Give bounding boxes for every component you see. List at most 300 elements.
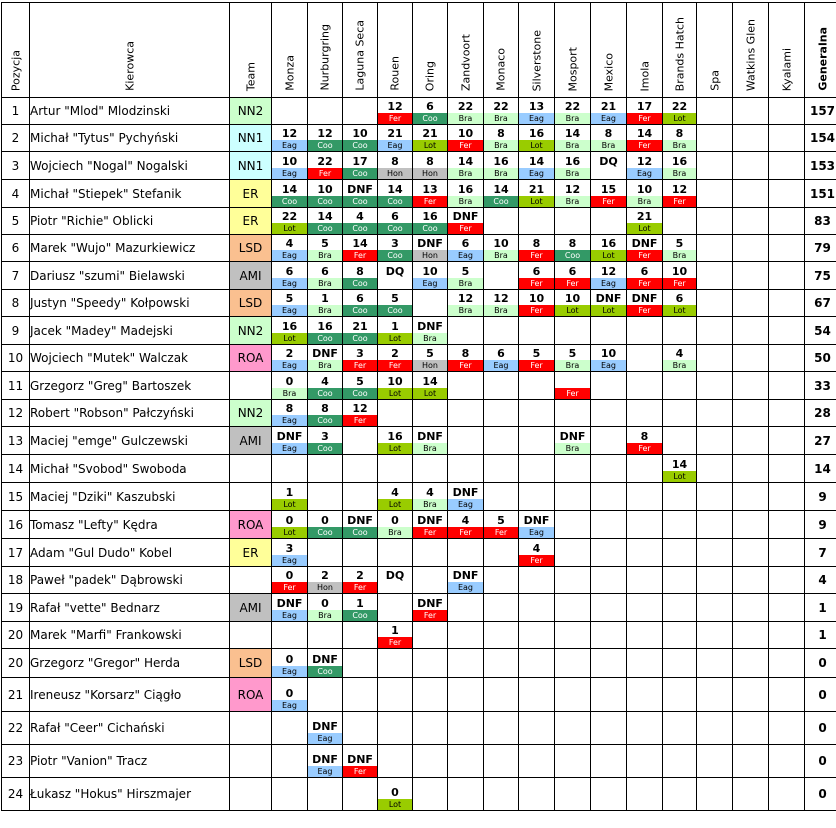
race-result-cell <box>663 539 697 567</box>
car-label: Lot <box>413 140 447 151</box>
car-label: Lot <box>663 305 696 316</box>
race-points: 4 <box>285 237 294 250</box>
race-points: 14 <box>636 127 653 140</box>
car-label: Fer <box>378 360 412 371</box>
race-result-cell <box>272 539 308 567</box>
race-points: 6 <box>426 100 434 113</box>
car-label: Bra <box>663 140 696 151</box>
race-result-cell <box>519 317 555 345</box>
race-result-cell <box>308 678 343 712</box>
car-label: Fer <box>413 527 447 538</box>
race-result-cell <box>448 152 484 180</box>
race-result-cell <box>308 567 343 594</box>
race-points: 22 <box>281 210 298 223</box>
race-result-cell <box>484 567 519 594</box>
driver-name: Marek "Marfi" Frankowski <box>30 622 230 649</box>
car-label: Fer <box>413 610 447 621</box>
total-points: 79 <box>805 235 836 262</box>
race-result-cell <box>272 345 308 372</box>
race-result-cell <box>769 345 805 372</box>
driver-name: Artur "Mlod" Mlodzinski <box>30 98 230 125</box>
race-points: DNF <box>631 237 658 250</box>
race-result-cell <box>591 622 627 649</box>
race-result <box>308 265 342 289</box>
driver-name: Paweł "padek" Dąbrowski <box>30 567 230 594</box>
race-result <box>413 375 447 399</box>
race-result-cell <box>769 649 805 678</box>
race-result-cell <box>627 345 663 372</box>
race-points: 12 <box>636 155 653 168</box>
race-result-cell <box>378 208 413 235</box>
race-result <box>663 100 696 124</box>
driver-name: Ireneusz "Korsarz" Ciągło <box>30 678 230 712</box>
race-result <box>272 375 307 399</box>
race-result <box>308 653 342 677</box>
race-result-cell <box>663 678 697 712</box>
race-result-cell <box>697 567 733 594</box>
race-result-cell <box>343 455 378 483</box>
race-result-cell <box>697 235 733 262</box>
race-points: 16 <box>528 127 545 140</box>
standings-table <box>1 2 836 811</box>
race-result <box>343 347 377 371</box>
car-label: Lot <box>519 196 554 207</box>
race-points: 12 <box>317 127 333 140</box>
race-result-cell <box>663 649 697 678</box>
car-label: Bra <box>663 250 696 261</box>
race-result-cell <box>591 208 627 235</box>
race-points: 10 <box>281 155 298 168</box>
race-result-cell <box>769 427 805 455</box>
race-result-cell <box>308 455 343 483</box>
race-result-cell <box>413 180 448 208</box>
car-label: Coo <box>343 168 377 179</box>
race-result <box>343 292 377 316</box>
race-result-cell <box>663 483 697 511</box>
race-points: DNF <box>417 430 443 443</box>
car-label: Fer <box>555 278 590 289</box>
car-label: Fer <box>627 305 662 316</box>
race-result-cell <box>663 567 697 594</box>
race-result-cell <box>308 372 343 400</box>
race-result-cell <box>733 290 769 317</box>
race-result-cell <box>733 345 769 372</box>
race-result <box>663 292 696 316</box>
car-label: Eag <box>272 305 307 316</box>
race-points: 12 <box>352 402 368 415</box>
table-row <box>2 400 836 427</box>
race-result-cell <box>413 594 448 622</box>
race-result-cell <box>308 745 343 778</box>
race-result-cell <box>413 678 448 712</box>
table-row <box>2 778 836 811</box>
car-label: Coo <box>343 333 377 344</box>
race-result-cell <box>343 778 378 811</box>
position-cell: 23 <box>2 745 30 778</box>
car-label: Bra <box>308 610 342 621</box>
race-result <box>555 155 590 179</box>
race-result-cell <box>591 745 627 778</box>
race-result <box>272 514 307 538</box>
race-result-cell <box>519 152 555 180</box>
car-label: Coo <box>272 196 307 207</box>
race-result-cell <box>663 511 697 539</box>
header-position: Pozycja <box>2 3 30 98</box>
race-points: 6 <box>391 210 399 223</box>
table-row <box>2 345 836 372</box>
team-badge: NN2 <box>230 317 272 345</box>
race-result-cell <box>484 455 519 483</box>
race-result-cell <box>343 180 378 208</box>
race-points: DQ <box>385 569 405 582</box>
car-label: Eag <box>308 733 342 744</box>
race-result-cell <box>308 778 343 811</box>
team-badge <box>230 712 272 745</box>
table-row <box>2 290 836 317</box>
race-result-cell <box>519 455 555 483</box>
race-result-cell <box>627 235 663 262</box>
car-label: Fer <box>272 582 307 593</box>
team-badge <box>230 567 272 594</box>
team-badge: AMI <box>230 427 272 455</box>
car-label: Bra <box>308 305 342 316</box>
race-result-cell <box>413 235 448 262</box>
race-result-cell <box>378 483 413 511</box>
total-points: 0 <box>805 712 836 745</box>
race-result-cell <box>272 98 308 125</box>
race-result-cell <box>769 317 805 345</box>
race-result-cell <box>555 745 591 778</box>
race-points: 12 <box>387 100 403 113</box>
race-result-cell <box>519 262 555 290</box>
race-result-cell <box>308 483 343 511</box>
race-result-cell <box>591 125 627 152</box>
race-result <box>343 569 377 593</box>
race-result-cell <box>733 511 769 539</box>
race-result-cell <box>484 317 519 345</box>
table-row <box>2 152 836 180</box>
total-points: 27 <box>805 427 836 455</box>
race-points: 4 <box>391 486 399 499</box>
race-points: 14 <box>352 237 368 250</box>
car-label: Lot <box>663 113 696 124</box>
race-result-cell <box>733 483 769 511</box>
race-result-cell <box>272 778 308 811</box>
race-result-cell <box>627 622 663 649</box>
total-points: 157 <box>805 98 836 125</box>
race-result-cell <box>378 455 413 483</box>
race-result-cell <box>484 400 519 427</box>
race-result <box>343 210 377 234</box>
car-label: Fer <box>627 250 662 261</box>
car-label: Coo <box>378 196 412 207</box>
race-points: 12 <box>600 265 617 278</box>
race-result-cell <box>378 262 413 290</box>
race-result-cell <box>733 317 769 345</box>
table-row <box>2 745 836 778</box>
race-result <box>413 183 447 207</box>
car-label: Eag <box>272 168 307 179</box>
race-result-cell <box>519 511 555 539</box>
total-points: 151 <box>805 180 836 208</box>
race-points: 10 <box>352 127 368 140</box>
driver-name: Maciej "Dziki" Kaszubski <box>30 483 230 511</box>
race-result-cell <box>519 98 555 125</box>
race-points: 5 <box>285 292 294 305</box>
race-result <box>343 265 377 289</box>
driver-name: Wojciech "Mutek" Walczak <box>30 345 230 372</box>
car-label: Lot <box>378 499 412 510</box>
race-result-cell <box>378 317 413 345</box>
position-cell: 19 <box>2 594 30 622</box>
car-label: Fer <box>308 168 342 179</box>
race-result <box>413 127 447 151</box>
race-points: 3 <box>321 430 329 443</box>
race-result <box>484 155 518 179</box>
car-label: Bra <box>448 278 483 289</box>
race-result-cell <box>343 745 378 778</box>
race-result <box>591 292 626 316</box>
car-label: Fer <box>519 305 554 316</box>
race-result-cell <box>378 567 413 594</box>
race-result-cell <box>697 372 733 400</box>
race-result <box>378 210 412 234</box>
race-result-cell <box>378 427 413 455</box>
race-result-cell <box>413 98 448 125</box>
car-label: Eag <box>484 360 518 371</box>
race-result-cell <box>733 400 769 427</box>
table-row <box>2 567 836 594</box>
race-result-cell <box>519 649 555 678</box>
car-label: Coo <box>343 278 377 289</box>
race-result-cell <box>343 262 378 290</box>
race-result <box>413 265 447 289</box>
car-label: Coo <box>308 223 342 234</box>
race-result <box>343 127 377 151</box>
driver-name: Maciej "emge" Gulczewski <box>30 427 230 455</box>
total-points: 0 <box>805 745 836 778</box>
car-label <box>378 278 412 289</box>
team-badge: ER <box>230 539 272 567</box>
race-result-cell <box>448 511 484 539</box>
race-result-cell <box>308 152 343 180</box>
race-result-cell <box>697 455 733 483</box>
race-result-cell <box>697 180 733 208</box>
race-result-cell <box>413 455 448 483</box>
table-row <box>2 208 836 235</box>
race-result <box>343 320 377 344</box>
table-row <box>2 483 836 511</box>
race-result-cell <box>769 125 805 152</box>
race-points: 5 <box>356 375 364 388</box>
race-result-cell <box>448 262 484 290</box>
race-result-cell <box>272 678 308 712</box>
race-result <box>663 127 696 151</box>
race-points: 16 <box>457 183 474 196</box>
car-label: Hon <box>308 582 342 593</box>
header-track: Monza <box>272 3 308 98</box>
race-result-cell <box>378 511 413 539</box>
race-points: DQ <box>599 155 618 168</box>
race-result-cell <box>343 317 378 345</box>
race-result-cell <box>627 567 663 594</box>
race-result-cell <box>378 712 413 745</box>
race-result-cell <box>448 427 484 455</box>
race-result-cell <box>308 649 343 678</box>
position-cell: 20 <box>2 649 30 678</box>
race-result-cell <box>519 745 555 778</box>
driver-name: Marek "Wujo" Mazurkiewicz <box>30 235 230 262</box>
race-result-cell <box>272 208 308 235</box>
race-result <box>448 127 483 151</box>
car-label: Bra <box>448 168 483 179</box>
race-result-cell <box>343 372 378 400</box>
race-points: 16 <box>671 155 688 168</box>
race-result-cell <box>769 511 805 539</box>
car-label: Bra <box>413 443 447 454</box>
race-result <box>343 514 377 538</box>
car-label: Lot <box>378 443 412 454</box>
race-result-cell <box>448 622 484 649</box>
race-result-cell <box>733 98 769 125</box>
race-points: 10 <box>457 127 474 140</box>
race-points: 2 <box>285 347 294 360</box>
race-result-cell <box>484 235 519 262</box>
race-points: 21 <box>528 183 545 196</box>
race-result-cell <box>484 152 519 180</box>
race-result-cell <box>697 678 733 712</box>
team-badge: ER <box>230 208 272 235</box>
race-points: 4 <box>532 542 541 555</box>
race-points: 8 <box>640 430 649 443</box>
car-label: Bra <box>448 305 483 316</box>
race-result-cell <box>555 372 591 400</box>
race-points: DQ <box>385 265 405 278</box>
race-result-cell <box>484 345 519 372</box>
team-badge: ROA <box>230 511 272 539</box>
race-result <box>555 347 590 371</box>
race-result-cell <box>272 712 308 745</box>
race-points: 5 <box>426 347 434 360</box>
header-track: Silverstone <box>519 3 555 98</box>
driver-name: Wojciech "Nogal" Nogalski <box>30 152 230 180</box>
race-points: 8 <box>532 237 541 250</box>
car-label: Fer <box>484 527 518 538</box>
race-result-cell <box>519 235 555 262</box>
race-points: 8 <box>321 402 329 415</box>
header-track: Mosport <box>555 3 591 98</box>
position-cell: 22 <box>2 712 30 745</box>
race-result <box>413 100 447 124</box>
race-result-cell <box>769 290 805 317</box>
race-points: 13 <box>528 100 545 113</box>
car-label: Coo <box>555 250 590 261</box>
race-result <box>591 237 626 261</box>
car-label: Lot <box>378 799 412 810</box>
race-result-cell <box>627 483 663 511</box>
total-points: 33 <box>805 372 836 400</box>
team-badge: NN2 <box>230 400 272 427</box>
race-result-cell <box>272 594 308 622</box>
car-label: Bra <box>555 196 590 207</box>
car-label: Eag <box>448 250 483 261</box>
race-result-cell <box>484 511 519 539</box>
race-result <box>272 347 307 371</box>
race-result-cell <box>663 208 697 235</box>
header-track: Kyalami <box>769 3 805 98</box>
race-result-cell <box>378 539 413 567</box>
position-cell: 18 <box>2 567 30 594</box>
race-result-cell <box>343 235 378 262</box>
race-result-cell <box>484 208 519 235</box>
team-badge <box>230 745 272 778</box>
race-result-cell <box>733 649 769 678</box>
race-result-cell <box>343 125 378 152</box>
race-points: 21 <box>600 100 617 113</box>
race-result-cell <box>769 778 805 811</box>
race-result-cell <box>663 125 697 152</box>
race-points: 22 <box>671 100 688 113</box>
race-points: 1 <box>285 486 294 499</box>
race-points: 21 <box>352 320 368 333</box>
race-result-cell <box>448 125 484 152</box>
race-result <box>343 155 377 179</box>
race-result <box>555 183 590 207</box>
race-points: DNF <box>347 753 373 766</box>
race-points: 15 <box>600 183 617 196</box>
race-points: DNF <box>452 210 479 223</box>
race-result <box>627 100 662 124</box>
race-result-cell <box>733 208 769 235</box>
position-cell: 9 <box>2 317 30 345</box>
race-result-cell <box>308 594 343 622</box>
car-label: Coo <box>343 140 377 151</box>
race-points: 10 <box>671 265 688 278</box>
race-points: 6 <box>497 347 505 360</box>
race-result-cell <box>627 208 663 235</box>
race-points: 3 <box>356 347 364 360</box>
car-label: Eag <box>519 113 554 124</box>
race-result <box>555 292 590 316</box>
race-result <box>308 375 342 399</box>
race-points: 10 <box>422 265 438 278</box>
race-result <box>484 237 518 261</box>
race-result-cell <box>413 778 448 811</box>
team-badge <box>230 778 272 811</box>
race-result-cell <box>627 400 663 427</box>
race-points: 14 <box>528 155 545 168</box>
race-result-cell <box>272 745 308 778</box>
race-result-cell <box>555 262 591 290</box>
race-result-cell <box>555 427 591 455</box>
race-result-cell <box>413 745 448 778</box>
race-result <box>555 237 590 261</box>
race-result-cell <box>627 290 663 317</box>
race-result-cell <box>769 208 805 235</box>
race-result <box>519 155 554 179</box>
header-track: Watkins Glen <box>733 3 769 98</box>
race-result <box>378 514 412 538</box>
race-result-cell <box>663 427 697 455</box>
race-points: 14 <box>671 458 688 471</box>
race-result-cell <box>663 290 697 317</box>
race-points: 5 <box>568 347 577 360</box>
race-result <box>343 183 377 207</box>
driver-name: Adam "Gul Dudo" Kobel <box>30 539 230 567</box>
car-label: Fer <box>343 582 377 593</box>
race-result-cell <box>413 622 448 649</box>
race-result-cell <box>697 745 733 778</box>
